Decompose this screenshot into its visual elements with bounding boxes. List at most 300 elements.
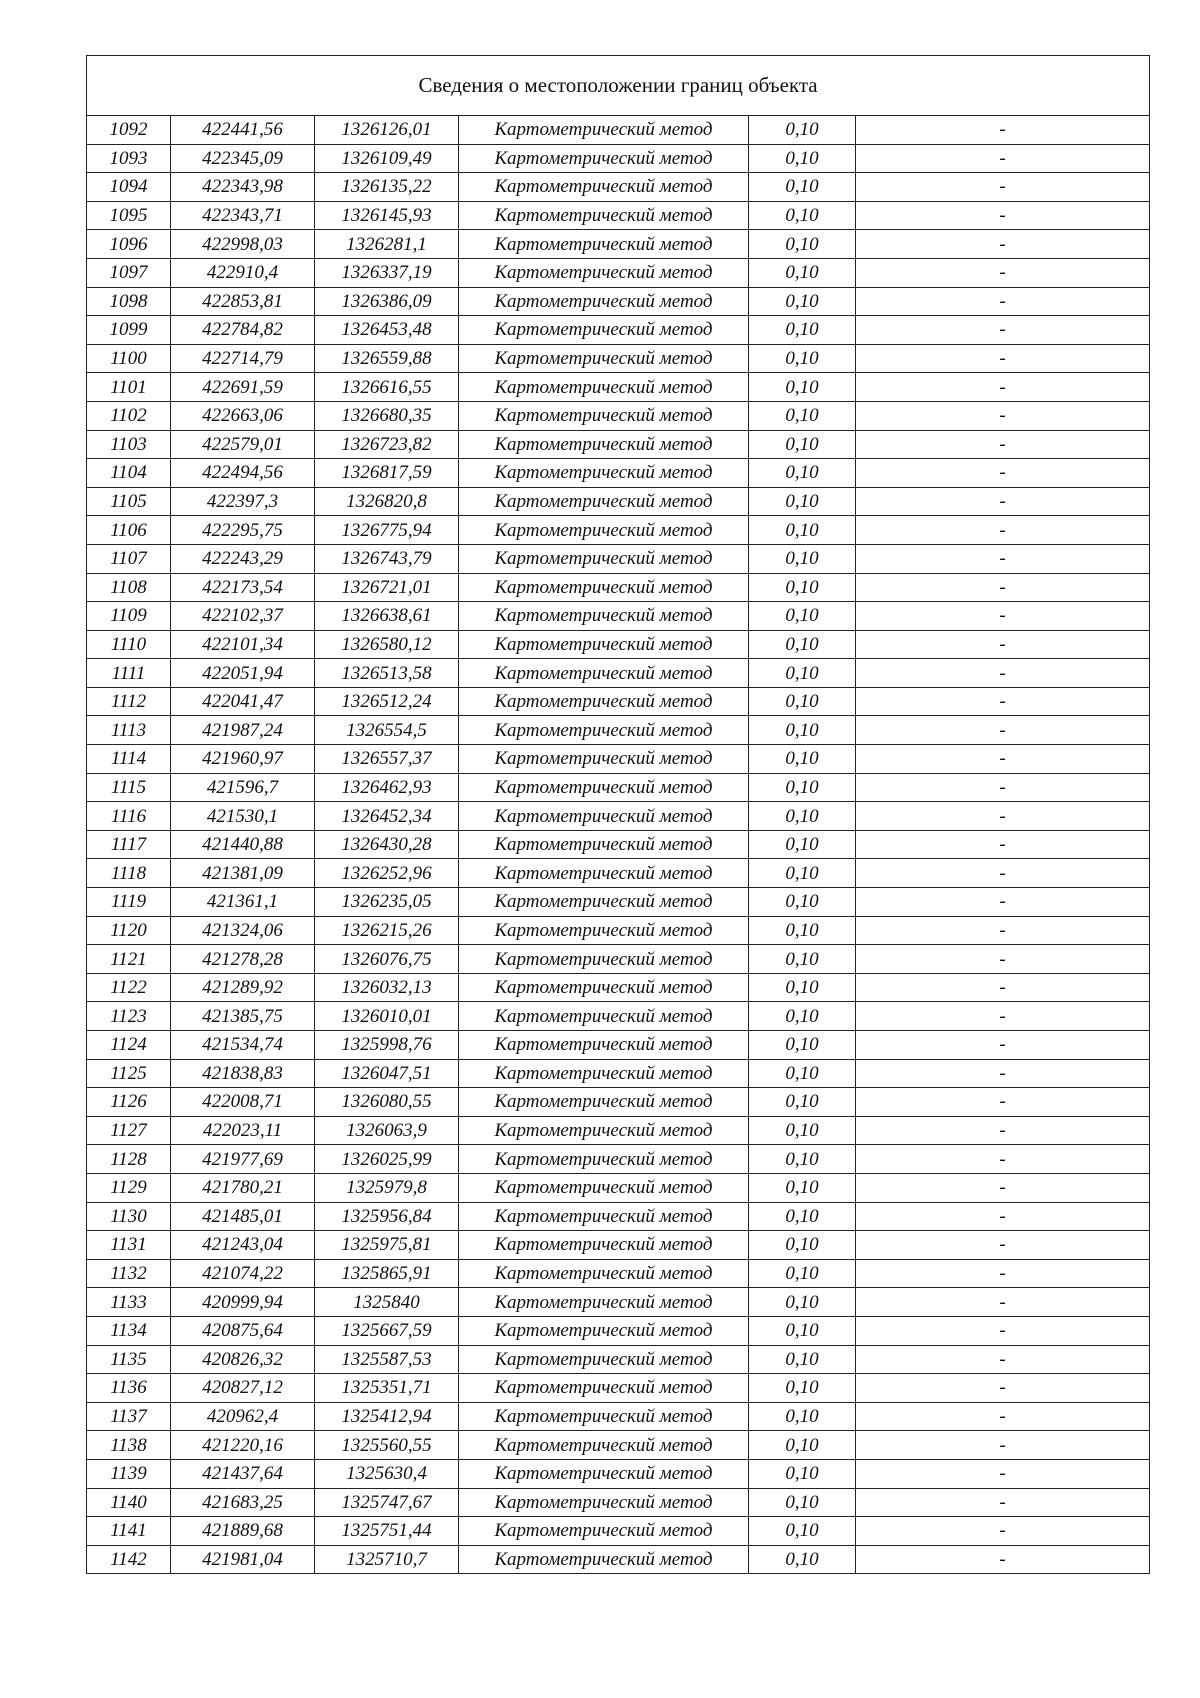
y-coordinate-cell: 1326616,55	[315, 373, 459, 402]
point-number-cell: 1125	[87, 1059, 171, 1088]
x-coordinate-cell: 422691,59	[171, 373, 315, 402]
description-cell: -	[856, 430, 1150, 459]
y-coordinate-cell: 1326235,05	[315, 888, 459, 917]
table-row	[87, 287, 1150, 316]
description-cell: -	[856, 859, 1150, 888]
accuracy-cell: 0,10	[749, 516, 856, 545]
point-number-cell: 1095	[87, 201, 171, 230]
table-row	[87, 716, 1150, 745]
point-number-cell: 1120	[87, 916, 171, 945]
x-coordinate-cell: 421981,04	[171, 1545, 315, 1574]
accuracy-cell: 0,10	[749, 1488, 856, 1517]
accuracy-cell: 0,10	[749, 544, 856, 573]
x-coordinate-cell: 422441,56	[171, 116, 315, 145]
point-number-cell: 1104	[87, 459, 171, 488]
x-coordinate-cell: 422345,09	[171, 144, 315, 173]
x-coordinate-cell: 421838,83	[171, 1059, 315, 1088]
point-number-cell: 1118	[87, 859, 171, 888]
table-row	[87, 1459, 1150, 1488]
accuracy-cell: 0,10	[749, 1288, 856, 1317]
description-cell: -	[856, 459, 1150, 488]
description-cell: -	[856, 258, 1150, 287]
accuracy-cell: 0,10	[749, 144, 856, 173]
table-row	[87, 316, 1150, 345]
x-coordinate-cell: 422343,71	[171, 201, 315, 230]
y-coordinate-cell: 1326559,88	[315, 344, 459, 373]
x-coordinate-cell: 421278,28	[171, 945, 315, 974]
table-row	[87, 430, 1150, 459]
point-number-cell: 1112	[87, 687, 171, 716]
description-cell: -	[856, 344, 1150, 373]
y-coordinate-cell: 1325865,91	[315, 1259, 459, 1288]
accuracy-cell: 0,10	[749, 344, 856, 373]
method-cell: Картометрический метод	[459, 1459, 749, 1488]
x-coordinate-cell: 421220,16	[171, 1431, 315, 1460]
point-number-cell: 1113	[87, 716, 171, 745]
description-cell: -	[856, 544, 1150, 573]
y-coordinate-cell: 1325351,71	[315, 1374, 459, 1403]
y-coordinate-cell: 1326135,22	[315, 173, 459, 202]
y-coordinate-cell: 1326080,55	[315, 1088, 459, 1117]
method-cell: Картометрический метод	[459, 716, 749, 745]
accuracy-cell: 0,10	[749, 230, 856, 259]
y-coordinate-cell: 1326462,93	[315, 773, 459, 802]
point-number-cell: 1114	[87, 745, 171, 774]
accuracy-cell: 0,10	[749, 1345, 856, 1374]
y-coordinate-cell: 1326109,49	[315, 144, 459, 173]
method-cell: Картометрический метод	[459, 1288, 749, 1317]
point-number-cell: 1136	[87, 1374, 171, 1403]
description-cell: -	[856, 401, 1150, 430]
table-row	[87, 1059, 1150, 1088]
method-cell: Картометрический метод	[459, 1231, 749, 1260]
y-coordinate-cell: 1326076,75	[315, 945, 459, 974]
method-cell: Картометрический метод	[459, 945, 749, 974]
point-number-cell: 1137	[87, 1402, 171, 1431]
accuracy-cell: 0,10	[749, 1259, 856, 1288]
description-cell: -	[856, 1431, 1150, 1460]
x-coordinate-cell: 422714,79	[171, 344, 315, 373]
point-number-cell: 1135	[87, 1345, 171, 1374]
table-row	[87, 945, 1150, 974]
x-coordinate-cell: 421289,92	[171, 973, 315, 1002]
table-row	[87, 258, 1150, 287]
x-coordinate-cell: 422008,71	[171, 1088, 315, 1117]
table-row	[87, 1173, 1150, 1202]
x-coordinate-cell: 421440,88	[171, 830, 315, 859]
y-coordinate-cell: 1325747,67	[315, 1488, 459, 1517]
y-coordinate-cell: 1326430,28	[315, 830, 459, 859]
y-coordinate-cell: 1325956,84	[315, 1202, 459, 1231]
accuracy-cell: 0,10	[749, 945, 856, 974]
method-cell: Картометрический метод	[459, 659, 749, 688]
x-coordinate-cell: 422173,54	[171, 573, 315, 602]
accuracy-cell: 0,10	[749, 1173, 856, 1202]
table-row	[87, 687, 1150, 716]
accuracy-cell: 0,10	[749, 916, 856, 945]
y-coordinate-cell: 1326817,59	[315, 459, 459, 488]
accuracy-cell: 0,10	[749, 1316, 856, 1345]
method-cell: Картометрический метод	[459, 1031, 749, 1060]
table-row	[87, 830, 1150, 859]
description-cell: -	[856, 1316, 1150, 1345]
point-number-cell: 1141	[87, 1517, 171, 1546]
point-number-cell: 1096	[87, 230, 171, 259]
point-number-cell: 1102	[87, 401, 171, 430]
description-cell: -	[856, 916, 1150, 945]
y-coordinate-cell: 1326252,96	[315, 859, 459, 888]
description-cell: -	[856, 1173, 1150, 1202]
description-cell: -	[856, 144, 1150, 173]
x-coordinate-cell: 422243,29	[171, 544, 315, 573]
point-number-cell: 1092	[87, 116, 171, 145]
table-row	[87, 802, 1150, 831]
point-number-cell: 1115	[87, 773, 171, 802]
y-coordinate-cell: 1326638,61	[315, 602, 459, 631]
accuracy-cell: 0,10	[749, 1202, 856, 1231]
method-cell: Картометрический метод	[459, 1316, 749, 1345]
y-coordinate-cell: 1326025,99	[315, 1145, 459, 1174]
point-number-cell: 1093	[87, 144, 171, 173]
point-number-cell: 1126	[87, 1088, 171, 1117]
point-number-cell: 1129	[87, 1173, 171, 1202]
x-coordinate-cell: 421683,25	[171, 1488, 315, 1517]
accuracy-cell: 0,10	[749, 430, 856, 459]
table-row	[87, 745, 1150, 774]
x-coordinate-cell: 422023,11	[171, 1116, 315, 1145]
x-coordinate-cell: 421596,7	[171, 773, 315, 802]
description-cell: -	[856, 487, 1150, 516]
y-coordinate-cell: 1326680,35	[315, 401, 459, 430]
accuracy-cell: 0,10	[749, 1031, 856, 1060]
description-cell: -	[856, 1488, 1150, 1517]
description-cell: -	[856, 802, 1150, 831]
table-row	[87, 1288, 1150, 1317]
description-cell: -	[856, 373, 1150, 402]
x-coordinate-cell: 421485,01	[171, 1202, 315, 1231]
point-number-cell: 1100	[87, 344, 171, 373]
method-cell: Картометрический метод	[459, 916, 749, 945]
y-coordinate-cell: 1326145,93	[315, 201, 459, 230]
table-row	[87, 1031, 1150, 1060]
x-coordinate-cell: 422853,81	[171, 287, 315, 316]
method-cell: Картометрический метод	[459, 1488, 749, 1517]
description-cell: -	[856, 630, 1150, 659]
y-coordinate-cell: 1326557,37	[315, 745, 459, 774]
description-cell: -	[856, 945, 1150, 974]
point-number-cell: 1109	[87, 602, 171, 631]
table-row	[87, 1145, 1150, 1174]
accuracy-cell: 0,10	[749, 1374, 856, 1403]
boundary-coordinates-table	[86, 55, 1150, 1574]
x-coordinate-cell: 421987,24	[171, 716, 315, 745]
accuracy-cell: 0,10	[749, 1402, 856, 1431]
method-cell: Картометрический метод	[459, 573, 749, 602]
accuracy-cell: 0,10	[749, 116, 856, 145]
y-coordinate-cell: 1325840	[315, 1288, 459, 1317]
method-cell: Картометрический метод	[459, 1431, 749, 1460]
point-number-cell: 1097	[87, 258, 171, 287]
description-cell: -	[856, 1031, 1150, 1060]
table-row	[87, 573, 1150, 602]
y-coordinate-cell: 1326126,01	[315, 116, 459, 145]
accuracy-cell: 0,10	[749, 716, 856, 745]
method-cell: Картометрический метод	[459, 1145, 749, 1174]
table-row	[87, 859, 1150, 888]
x-coordinate-cell: 422910,4	[171, 258, 315, 287]
x-coordinate-cell: 421780,21	[171, 1173, 315, 1202]
description-cell: -	[856, 1202, 1150, 1231]
y-coordinate-cell: 1326743,79	[315, 544, 459, 573]
point-number-cell: 1131	[87, 1231, 171, 1260]
method-cell: Картометрический метод	[459, 602, 749, 631]
point-number-cell: 1124	[87, 1031, 171, 1060]
x-coordinate-cell: 421977,69	[171, 1145, 315, 1174]
point-number-cell: 1142	[87, 1545, 171, 1574]
point-number-cell: 1117	[87, 830, 171, 859]
description-cell: -	[856, 173, 1150, 202]
method-cell: Картометрический метод	[459, 1002, 749, 1031]
y-coordinate-cell: 1325751,44	[315, 1517, 459, 1546]
description-cell: -	[856, 1374, 1150, 1403]
table-row	[87, 1116, 1150, 1145]
method-cell: Картометрический метод	[459, 1116, 749, 1145]
method-cell: Картометрический метод	[459, 859, 749, 888]
accuracy-cell: 0,10	[749, 659, 856, 688]
table-row	[87, 1231, 1150, 1260]
table-row	[87, 659, 1150, 688]
point-number-cell: 1099	[87, 316, 171, 345]
y-coordinate-cell: 1326452,34	[315, 802, 459, 831]
x-coordinate-cell: 422663,06	[171, 401, 315, 430]
point-number-cell: 1134	[87, 1316, 171, 1345]
description-cell: -	[856, 602, 1150, 631]
x-coordinate-cell: 421074,22	[171, 1259, 315, 1288]
description-cell: -	[856, 1288, 1150, 1317]
x-coordinate-cell: 421530,1	[171, 802, 315, 831]
x-coordinate-cell: 421243,04	[171, 1231, 315, 1260]
table-row	[87, 173, 1150, 202]
y-coordinate-cell: 1326215,26	[315, 916, 459, 945]
point-number-cell: 1130	[87, 1202, 171, 1231]
method-cell: Картометрический метод	[459, 745, 749, 774]
description-cell: -	[856, 1259, 1150, 1288]
description-cell: -	[856, 1116, 1150, 1145]
x-coordinate-cell: 422784,82	[171, 316, 315, 345]
method-cell: Картометрический метод	[459, 802, 749, 831]
method-cell: Картометрический метод	[459, 201, 749, 230]
point-number-cell: 1094	[87, 173, 171, 202]
accuracy-cell: 0,10	[749, 173, 856, 202]
y-coordinate-cell: 1326775,94	[315, 516, 459, 545]
table-row	[87, 1259, 1150, 1288]
accuracy-cell: 0,10	[749, 1545, 856, 1574]
method-cell: Картометрический метод	[459, 1259, 749, 1288]
accuracy-cell: 0,10	[749, 487, 856, 516]
method-cell: Картометрический метод	[459, 516, 749, 545]
table-row	[87, 1402, 1150, 1431]
method-cell: Картометрический метод	[459, 258, 749, 287]
table-row	[87, 1345, 1150, 1374]
accuracy-cell: 0,10	[749, 258, 856, 287]
point-number-cell: 1111	[87, 659, 171, 688]
accuracy-cell: 0,10	[749, 745, 856, 774]
accuracy-cell: 0,10	[749, 1459, 856, 1488]
x-coordinate-cell: 422101,34	[171, 630, 315, 659]
point-number-cell: 1128	[87, 1145, 171, 1174]
accuracy-cell: 0,10	[749, 973, 856, 1002]
method-cell: Картометрический метод	[459, 1059, 749, 1088]
accuracy-cell: 0,10	[749, 1002, 856, 1031]
y-coordinate-cell: 1325560,55	[315, 1431, 459, 1460]
method-cell: Картометрический метод	[459, 1202, 749, 1231]
method-cell: Картометрический метод	[459, 1545, 749, 1574]
description-cell: -	[856, 973, 1150, 1002]
method-cell: Картометрический метод	[459, 459, 749, 488]
method-cell: Картометрический метод	[459, 344, 749, 373]
y-coordinate-cell: 1326723,82	[315, 430, 459, 459]
y-coordinate-cell: 1326063,9	[315, 1116, 459, 1145]
table-row	[87, 1374, 1150, 1403]
x-coordinate-cell: 422579,01	[171, 430, 315, 459]
description-cell: -	[856, 1402, 1150, 1431]
description-cell: -	[856, 687, 1150, 716]
accuracy-cell: 0,10	[749, 1116, 856, 1145]
x-coordinate-cell: 422998,03	[171, 230, 315, 259]
table-row	[87, 144, 1150, 173]
table-row	[87, 888, 1150, 917]
method-cell: Картометрический метод	[459, 116, 749, 145]
point-number-cell: 1121	[87, 945, 171, 974]
y-coordinate-cell: 1325630,4	[315, 1459, 459, 1488]
point-number-cell: 1119	[87, 888, 171, 917]
x-coordinate-cell: 422494,56	[171, 459, 315, 488]
description-cell: -	[856, 1517, 1150, 1546]
table-row	[87, 116, 1150, 145]
point-number-cell: 1098	[87, 287, 171, 316]
y-coordinate-cell: 1326554,5	[315, 716, 459, 745]
point-number-cell: 1132	[87, 1259, 171, 1288]
table-row	[87, 1431, 1150, 1460]
x-coordinate-cell: 421889,68	[171, 1517, 315, 1546]
table-row	[87, 544, 1150, 573]
y-coordinate-cell: 1325587,53	[315, 1345, 459, 1374]
table-row	[87, 916, 1150, 945]
method-cell: Картометрический метод	[459, 687, 749, 716]
x-coordinate-cell: 422343,98	[171, 173, 315, 202]
method-cell: Картометрический метод	[459, 1374, 749, 1403]
y-coordinate-cell: 1326386,09	[315, 287, 459, 316]
table-row	[87, 401, 1150, 430]
method-cell: Картометрический метод	[459, 888, 749, 917]
table-row	[87, 373, 1150, 402]
x-coordinate-cell: 422295,75	[171, 516, 315, 545]
accuracy-cell: 0,10	[749, 1231, 856, 1260]
accuracy-cell: 0,10	[749, 316, 856, 345]
description-cell: -	[856, 116, 1150, 145]
accuracy-cell: 0,10	[749, 1059, 856, 1088]
table-row	[87, 201, 1150, 230]
description-cell: -	[856, 1088, 1150, 1117]
description-cell: -	[856, 745, 1150, 774]
x-coordinate-cell: 420962,4	[171, 1402, 315, 1431]
y-coordinate-cell: 1325998,76	[315, 1031, 459, 1060]
description-cell: -	[856, 201, 1150, 230]
x-coordinate-cell: 421324,06	[171, 916, 315, 945]
accuracy-cell: 0,10	[749, 1431, 856, 1460]
table-row	[87, 230, 1150, 259]
x-coordinate-cell: 420875,64	[171, 1316, 315, 1345]
accuracy-cell: 0,10	[749, 373, 856, 402]
table-title: Сведения о местоположении границ объекта	[87, 56, 1150, 116]
y-coordinate-cell: 1326820,8	[315, 487, 459, 516]
table-row	[87, 973, 1150, 1002]
table-row	[87, 630, 1150, 659]
table-row	[87, 1545, 1150, 1574]
y-coordinate-cell: 1326580,12	[315, 630, 459, 659]
table-row	[87, 344, 1150, 373]
method-cell: Картометрический метод	[459, 630, 749, 659]
description-cell: -	[856, 1345, 1150, 1374]
accuracy-cell: 0,10	[749, 802, 856, 831]
method-cell: Картометрический метод	[459, 1173, 749, 1202]
description-cell: -	[856, 1459, 1150, 1488]
x-coordinate-cell: 421534,74	[171, 1031, 315, 1060]
x-coordinate-cell: 422102,37	[171, 602, 315, 631]
description-cell: -	[856, 1145, 1150, 1174]
x-coordinate-cell: 422397,3	[171, 487, 315, 516]
accuracy-cell: 0,10	[749, 773, 856, 802]
accuracy-cell: 0,10	[749, 630, 856, 659]
x-coordinate-cell: 421960,97	[171, 745, 315, 774]
method-cell: Картометрический метод	[459, 173, 749, 202]
method-cell: Картометрический метод	[459, 544, 749, 573]
point-number-cell: 1140	[87, 1488, 171, 1517]
table-row	[87, 1202, 1150, 1231]
x-coordinate-cell: 422041,47	[171, 687, 315, 716]
x-coordinate-cell: 422051,94	[171, 659, 315, 688]
method-cell: Картометрический метод	[459, 1517, 749, 1546]
accuracy-cell: 0,10	[749, 287, 856, 316]
table-row	[87, 459, 1150, 488]
table-body	[87, 116, 1150, 1574]
description-cell: -	[856, 888, 1150, 917]
y-coordinate-cell: 1326512,24	[315, 687, 459, 716]
y-coordinate-cell: 1326513,58	[315, 659, 459, 688]
accuracy-cell: 0,10	[749, 459, 856, 488]
accuracy-cell: 0,10	[749, 201, 856, 230]
table-row	[87, 1088, 1150, 1117]
method-cell: Картометрический метод	[459, 830, 749, 859]
description-cell: -	[856, 716, 1150, 745]
method-cell: Картометрический метод	[459, 773, 749, 802]
x-coordinate-cell: 421361,1	[171, 888, 315, 917]
method-cell: Картометрический метод	[459, 1345, 749, 1374]
method-cell: Картометрический метод	[459, 401, 749, 430]
point-number-cell: 1106	[87, 516, 171, 545]
method-cell: Картометрический метод	[459, 230, 749, 259]
accuracy-cell: 0,10	[749, 859, 856, 888]
description-cell: -	[856, 1002, 1150, 1031]
table-row	[87, 1002, 1150, 1031]
point-number-cell: 1107	[87, 544, 171, 573]
point-number-cell: 1122	[87, 973, 171, 1002]
table-row	[87, 602, 1150, 631]
point-number-cell: 1127	[87, 1116, 171, 1145]
accuracy-cell: 0,10	[749, 830, 856, 859]
table-row	[87, 1316, 1150, 1345]
method-cell: Картометрический метод	[459, 487, 749, 516]
